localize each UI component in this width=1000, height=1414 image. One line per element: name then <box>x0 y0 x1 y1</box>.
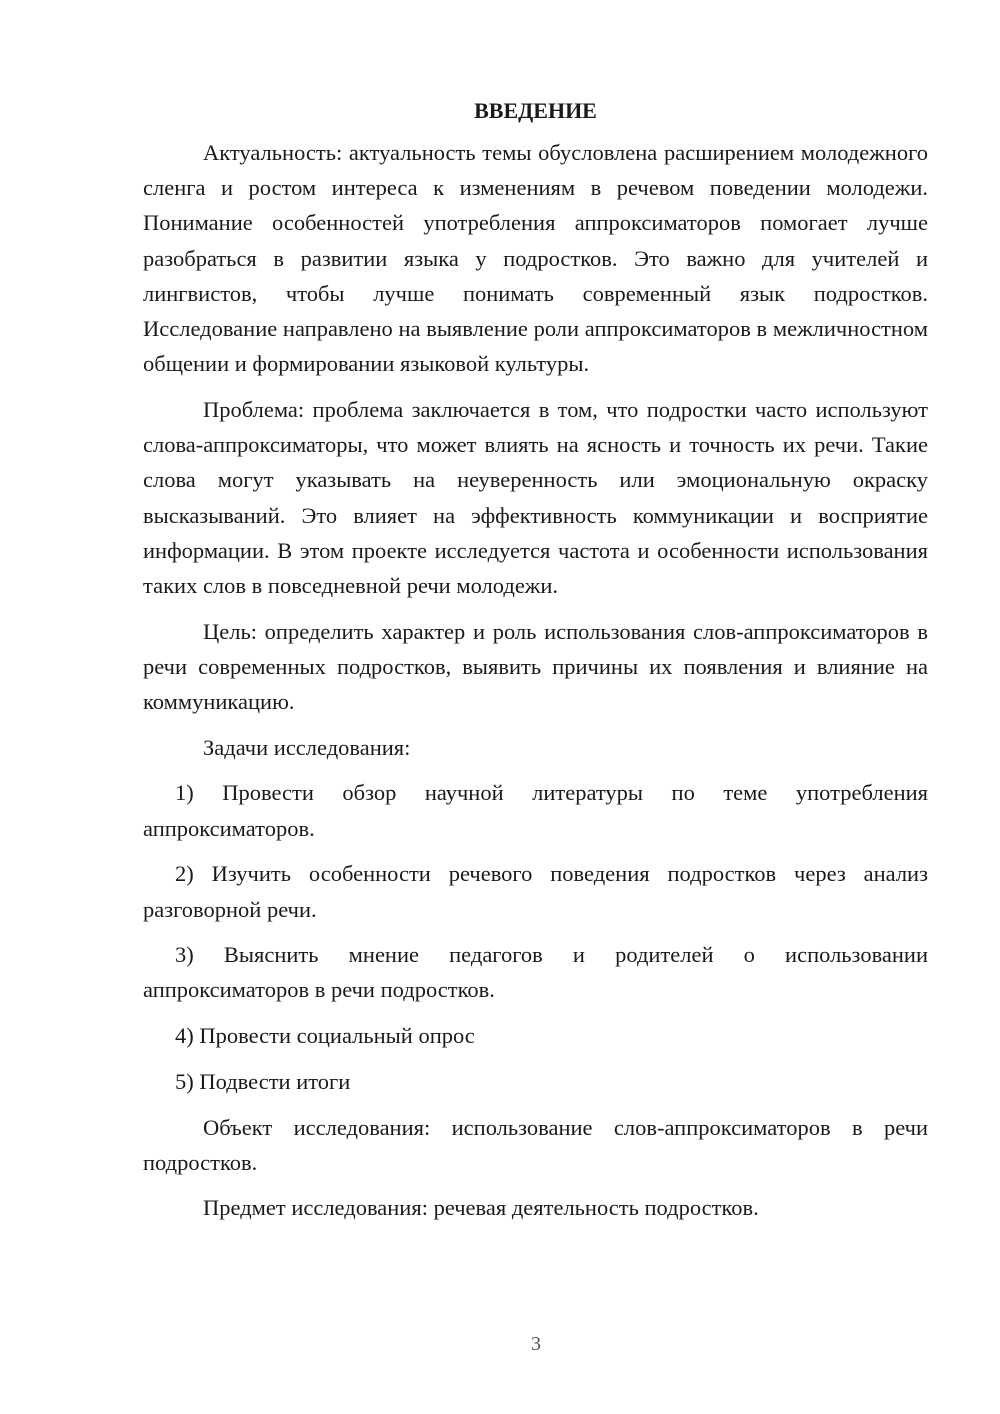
task-item-5: 5) Подвести итоги <box>175 1068 351 1094</box>
goal-paragraph: Цель: определить характер и роль использования слов-аппроксиматоров в речи современных подростков, выявить причины их появления и влияние на коммуникацию. <box>143 618 928 715</box>
task-item-1: 1) Провести обзор научной литературы по теме употребления аппроксиматоров. <box>143 780 928 841</box>
section-heading: ВВЕДЕНИЕ <box>474 98 597 123</box>
object-paragraph: Объект исследования: использование слов-аппроксиматоров в речи подростков. <box>143 1114 928 1175</box>
page-number: 3 <box>531 1333 541 1355</box>
problem-paragraph: Проблема: проблема заключается в том, что подростки часто используют слова-аппроксиматоры, что может влиять на ясность и точность их речи. Такие слова могут указывать на неуверенность или эмоциональную окраску высказываний. Это влияет на эффективность коммуникации и восприятие информации. В этом проекте исследуется частота и особенности использования таких слов в повседневной речи молодежи. <box>143 396 928 598</box>
subject-paragraph: Предмет исследования: речевая деятельность подростков. <box>203 1195 759 1221</box>
task-item-3: 3) Выяснить мнение педагогов и родителей о использовании аппроксиматоров в речи подростков. <box>143 942 928 1003</box>
task-item-4: 4) Провести социальный опрос <box>175 1023 475 1049</box>
page-content <box>143 96 928 1236</box>
tasks-title: Задачи исследования: <box>203 734 411 760</box>
relevance-paragraph: Актуальность: актуальность темы обусловлена расширением молодежного сленга и ростом интереса к изменениям в речевом поведении молодежи. Понимание особенностей употребления аппроксиматоров помогает лучше разобраться в развитии языка у подростков. Это важно для учителей и лингвистов, чтобы лучше понимать современный язык подростков. Исследование направлено на выявление роли аппроксиматоров в межличностном общении и формировании языковой культуры. <box>143 140 928 377</box>
task-item-2: 2) Изучить особенности речевого поведения подростков через анализ разговорной речи. <box>143 861 928 922</box>
